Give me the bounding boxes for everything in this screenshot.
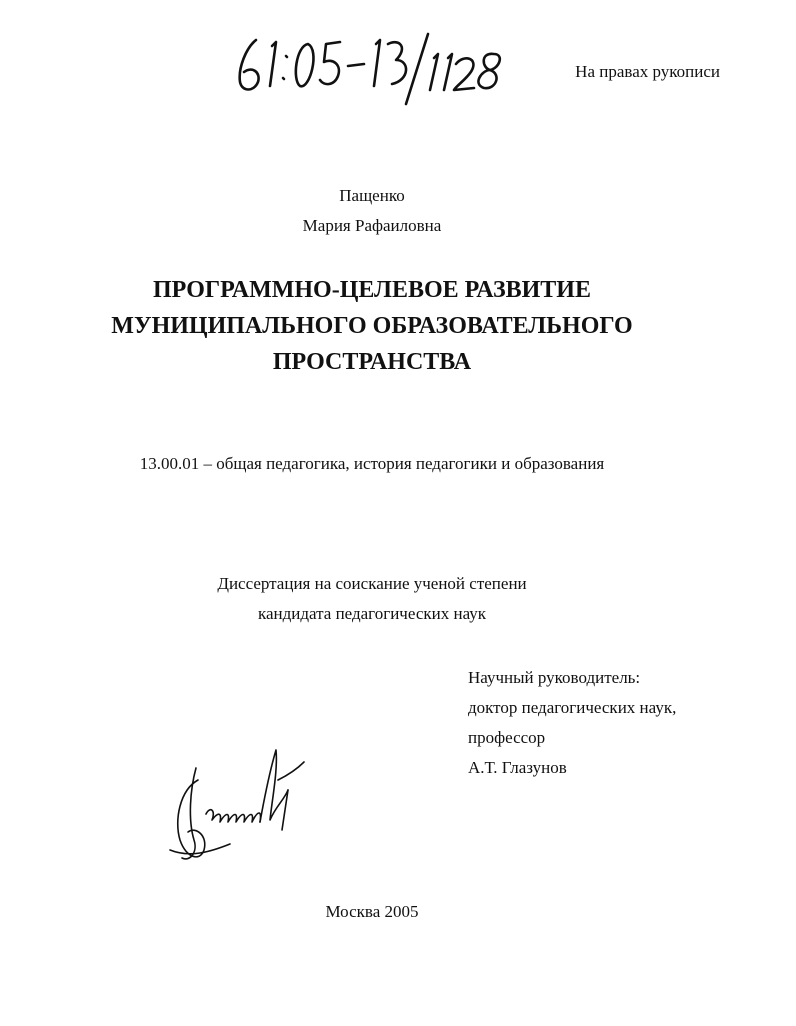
title-line-2: МУНИЦИПАЛЬНОГО ОБРАЗОВАТЕЛЬНОГО: [111, 313, 633, 339]
scientific-advisor: [468, 663, 676, 783]
advisor-rank: профессор: [468, 728, 546, 747]
handwritten-signature: [160, 740, 330, 880]
rights-notice: На правах рукописи: [575, 62, 720, 81]
advisor-degree: доктор педагогических наук,: [468, 698, 677, 717]
author-given-names: Мария Рафаиловна: [302, 216, 442, 235]
degree-line-2: кандидата педагогических наук: [257, 604, 487, 623]
handwritten-archive-code: [228, 28, 528, 108]
city-and-year: Москва 2005: [325, 902, 419, 921]
title-line-1: ПРОГРАММНО-ЦЕЛЕВОЕ РАЗВИТИЕ: [153, 277, 591, 303]
advisor-name: А.Т. Глазунов: [468, 758, 567, 777]
dissertation-title: [0, 272, 770, 380]
advisor-label: Научный руководитель:: [468, 668, 641, 687]
degree-line-1: Диссертация на соискание ученой степени: [217, 574, 527, 593]
specialty-code: 13.00.01 – общая педагогика, история педагогики и образования: [139, 454, 605, 473]
author-surname: Пащенко: [339, 186, 405, 205]
title-line-3: ПРОСТРАНСТВА: [272, 349, 472, 375]
